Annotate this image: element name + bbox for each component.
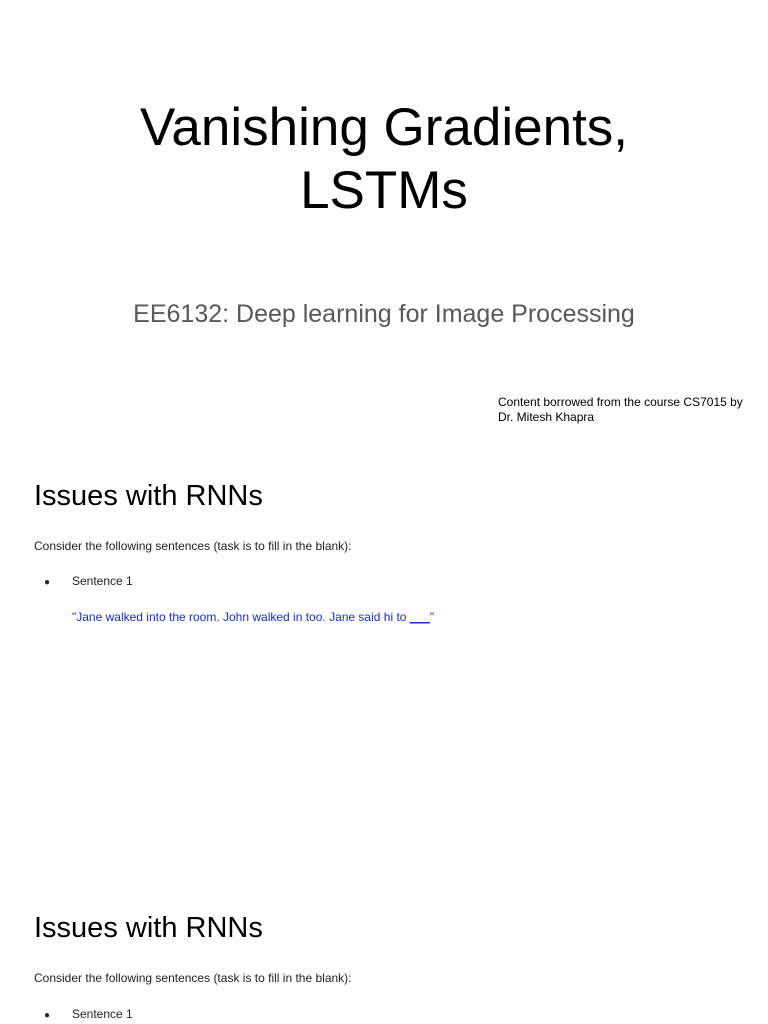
intro-text: Consider the following sentences (task is to fill in the blank): <box>34 971 352 985</box>
bullet-item <box>44 573 133 591</box>
sentence-close-quote: " <box>429 610 435 624</box>
slide-subtitle: EE6132: Deep learning for Image Processing <box>133 300 635 328</box>
intro-text: Consider the following sentences (task is to fill in the blank): <box>34 539 352 553</box>
slide-title <box>0 96 768 222</box>
bullet-label: Sentence 1 <box>72 574 133 588</box>
bullet-icon: ● <box>44 1010 51 1021</box>
title-slide <box>0 0 768 434</box>
sentence-text: "Jane walked into the room. John walked in too. Jane said hi to <box>72 610 410 624</box>
bullet-label: Sentence 1 <box>72 1007 133 1021</box>
credit-note <box>498 395 766 425</box>
issues-slide-2 <box>0 868 768 1024</box>
bullet-item <box>44 1006 133 1024</box>
credit-line-2: Dr. Mitesh Khapra <box>498 410 595 424</box>
bullet-icon: ● <box>44 577 51 588</box>
issues-slide-1 <box>0 434 768 868</box>
credit-line-1: Content borrowed from the course CS7015 by <box>498 395 743 409</box>
title-line-2: LSTMs <box>300 161 468 220</box>
title-line-1: Vanishing Gradients, <box>139 98 629 157</box>
slide-heading: Issues with RNNs <box>34 480 263 512</box>
sentence-blank: ___ <box>409 610 430 624</box>
slide-heading: Issues with RNNs <box>34 912 263 944</box>
example-sentence <box>72 609 434 625</box>
